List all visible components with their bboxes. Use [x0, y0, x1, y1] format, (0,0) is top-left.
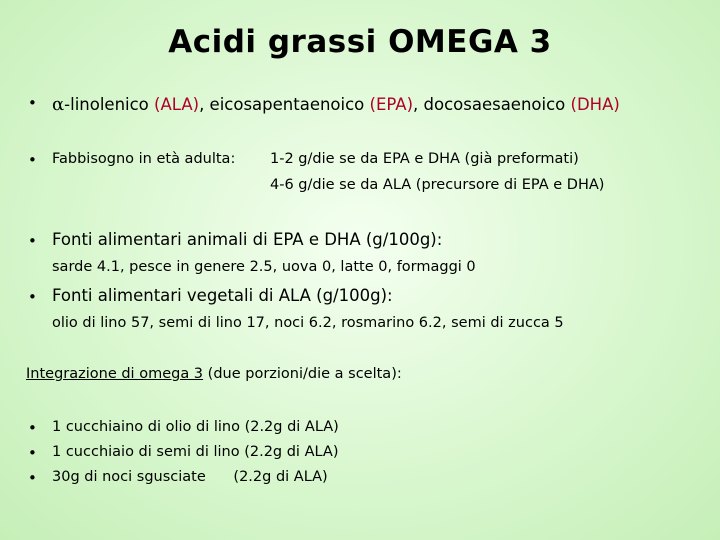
bullet: • [28, 232, 37, 250]
alpha-symbol: α [52, 94, 65, 115]
integrazione-underlined: Integrazione di omega 3 [26, 366, 204, 382]
fabbisogno-label: Fabbisogno in età adulta: [52, 151, 236, 167]
epa-abbrev: (EPA) [369, 95, 414, 114]
text-eicosapentaenoico: , eicosapentaenoico [199, 95, 370, 114]
bullet: • [28, 94, 37, 112]
fonti-vegetali-detail: olio di lino 57, semi di lino 17, noci 6.2, rosmarino 6.2, semi di zucca 5 [52, 315, 564, 331]
page-title: Acidi grassi OMEGA 3 [168, 24, 552, 60]
fonti-animali-detail: sarde 4.1, pesce in genere 2.5, uova 0, latte 0, formaggi 0 [52, 259, 476, 275]
fonti-animali-heading: Fonti alimentari animali di EPA e DHA (g/100g): [52, 230, 443, 249]
integrazione-heading-text [26, 366, 402, 382]
integrazione-rest: (due porzioni/die a scelta): [203, 366, 402, 382]
fonti-vegetali-heading: Fonti alimentari vegetali di ALA (g/100g): [52, 286, 393, 305]
bullet: • [28, 444, 37, 462]
ala-abbrev: (ALA) [154, 95, 200, 114]
fabbisogno-value-1: 1-2 g/die se da EPA e DHA (già preformati) [270, 151, 579, 167]
text-linolenico: -linolenico [64, 95, 155, 114]
bullet: • [28, 288, 37, 306]
fatty-acids-text [52, 94, 620, 115]
dha-abbrev: (DHA) [570, 95, 620, 114]
fabbisogno-value-2: 4-6 g/die se da ALA (precursore di EPA e DHA) [270, 177, 605, 193]
integrazione-item-3: 30g di noci sgusciate (2.2g di ALA) [52, 469, 328, 485]
integrazione-item-1: 1 cucchiaino di olio di lino (2.2g di ALA) [52, 419, 339, 435]
bullet: • [28, 469, 37, 487]
bullet: • [28, 151, 37, 169]
text-docosaesaenoico: , docosaesaenoico [413, 95, 571, 114]
integrazione-item-2: 1 cucchiaio di semi di lino (2.2g di ALA) [52, 444, 339, 460]
bullet: • [28, 419, 37, 437]
